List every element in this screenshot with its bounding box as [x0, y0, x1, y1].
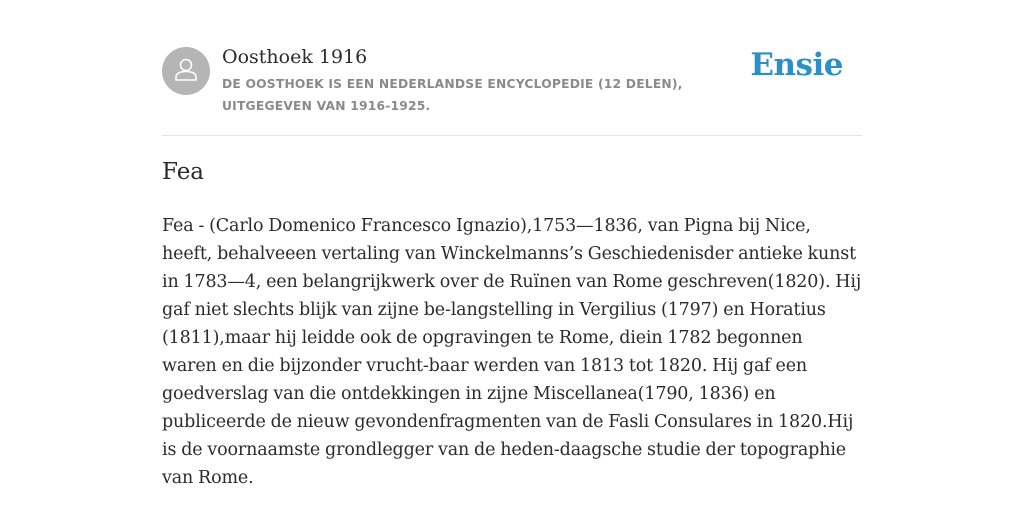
- entry-body: Fea - (Carlo Domenico Francesco Ignazio),1753—1836, van Pigna bij Nice, heeft, behalveeen vertaling van Winckelmanns’s Geschiedenisder antieke kunst in 1783—4, een belangrijkwerk over de Ruïnen van Rome geschreven(1820). Hij gaf niet slechts blijk van zijne be-langstelling in Vergilius (1797) en Horatius (1811),maar hij leidde ook de opgravingen te Rome, diein 1782 begonnen waren en die bijzonder vrucht-baar werden van 1813 tot 1820. Hij gaf een goedverslag van die ontdekkingen in zijne Miscellanea(1790, 1836) en publiceerde de nieuw gevondenfragmenten van de Fasli Consulares in 1820.Hij is de voornaamste grondlegger van de heden-daagsche studie der topographie van Rome.: [162, 216, 862, 488]
- entry-title: Fea: [162, 159, 205, 185]
- source-title[interactable]: Oosthoek 1916: [222, 46, 368, 68]
- user-icon: [171, 54, 201, 88]
- source-description: DE OOSTHOEK IS EEN NEDERLANDSE ENCYCLOPEDIE (12 DELEN), UITGEGEVEN VAN 1916-1925.: [222, 77, 683, 113]
- source-header: [162, 0, 862, 136]
- source-avatar[interactable]: [162, 47, 210, 95]
- ensie-logo[interactable]: Ensie: [750, 47, 843, 83]
- page-container: [162, 0, 862, 488]
